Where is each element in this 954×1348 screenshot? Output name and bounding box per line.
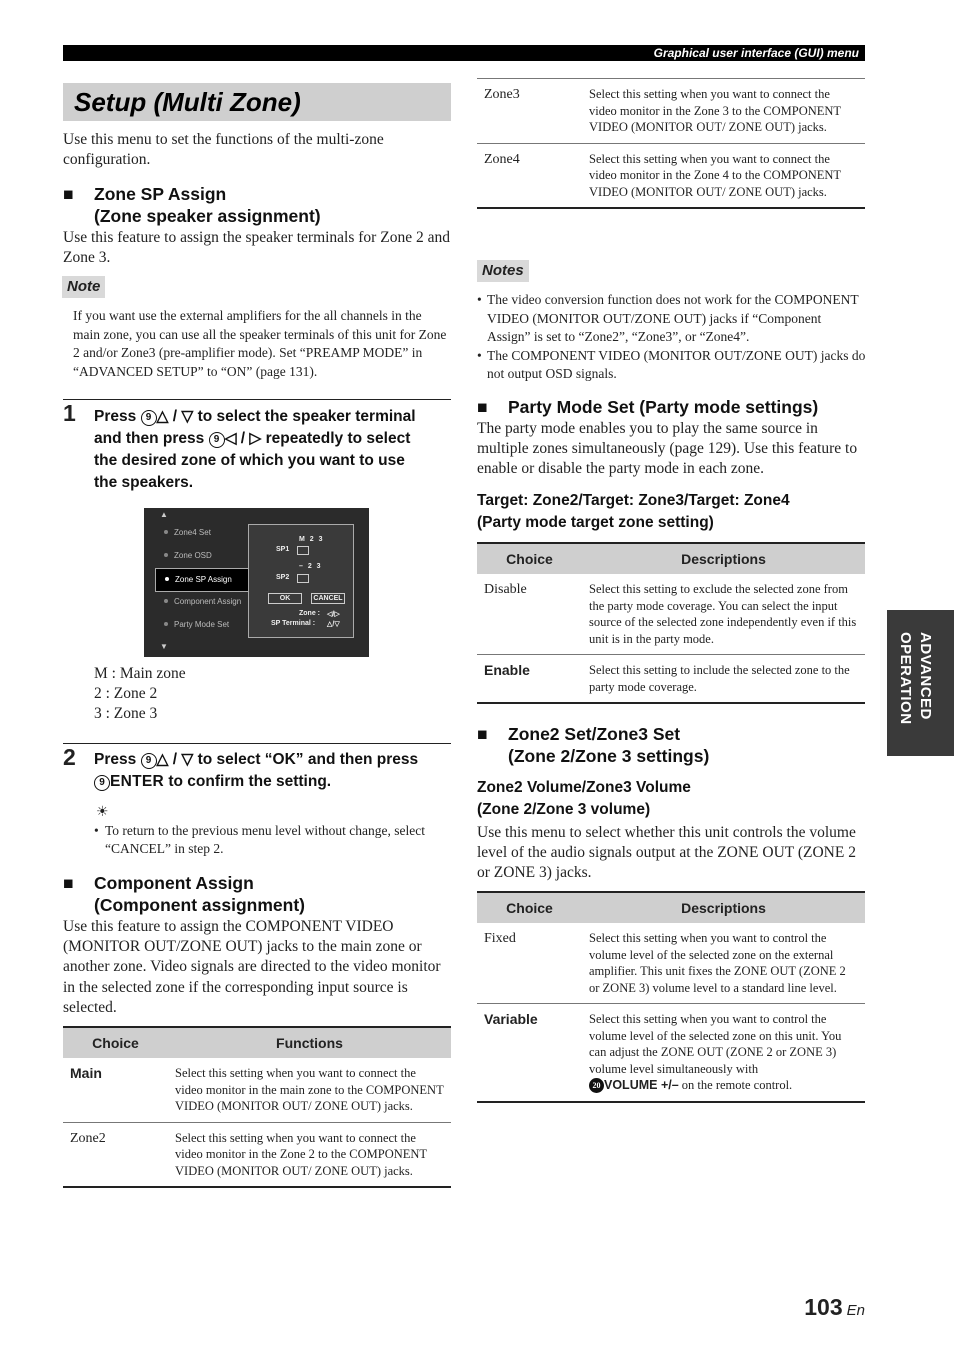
zone-sp-text: Use this feature to assign the speaker terminals for Zone 2 and Zone 3. — [63, 229, 450, 267]
desc-zone4: Select this setting when you want to connect the video monitor in the Zone 4 to the COMPONENT VIDEO (MONITOR OUT/ ZONE OUT) jacks. — [582, 143, 865, 208]
legend-zone2: 2 : Zone 2 — [94, 685, 158, 703]
page-number-value: 103 — [804, 1294, 843, 1320]
button-9-icon: 9 — [141, 753, 157, 769]
step1-rule — [63, 399, 451, 400]
choice-zone2: Zone2 — [63, 1122, 168, 1187]
component-heading: ■ Component Assign (Component assignment) — [63, 872, 451, 916]
side-tab-line2: OPERATION — [897, 632, 914, 725]
notes-list — [477, 291, 867, 384]
table-row — [477, 923, 865, 1004]
component-heading-2: (Component assignment) — [94, 895, 305, 915]
party-sub-1: Target: Zone2/Target: Zone3/Target: Zone4 — [477, 492, 790, 509]
table-row — [477, 1004, 865, 1102]
desc-main: Select this setting when you want to connect the video monitor in the main zone to the COMPONENT VIDEO (MONITOR OUT/ ZONE OUT) jacks. — [168, 1058, 451, 1122]
choice-variable: Variable — [477, 1004, 582, 1102]
step1-l4: the speakers. — [94, 474, 194, 491]
choice-zone3: Zone3 — [477, 79, 582, 144]
button-9-icon: 9 — [141, 410, 157, 426]
button-9-icon: 9 — [209, 432, 225, 448]
gui-menu-party-mode-set: Party Mode Set — [155, 614, 259, 636]
gui-panel — [248, 524, 354, 638]
gui-menu-zone-osd: Zone OSD — [155, 545, 259, 567]
party-heading: ■ Party Mode Set (Party mode settings) — [477, 396, 865, 418]
gui-zone-label: Zone : — [299, 610, 320, 617]
choice-enable: Enable — [477, 655, 582, 704]
party-text: The party mode enables you to play the same source in multiple zones simultaneously (page 129). Use this feature to enable or disable the party mode in each zone. — [477, 420, 858, 478]
desc-fixed: Select this setting when you want to control the volume level of the selected zone on the external amplifier. This unit fixes the ZONE OUT (ZONE 2 or ZONE 3) volume level to a standard line level. — [582, 923, 865, 1004]
button-20-icon: 20 — [589, 1078, 604, 1093]
step1-l1a: Press — [94, 408, 137, 425]
step1-text — [94, 406, 454, 494]
step1-l1b: △ / ▽ to select the speaker terminal — [156, 408, 416, 425]
choice-disable: Disable — [477, 574, 582, 655]
desc-disable: Select this setting to exclude the selected zone from the party mode coverage. You can select the input source of the selected zone independently even if this unit is in the party mode. — [582, 574, 865, 655]
page-lang: En — [846, 1302, 865, 1319]
zone2set-sub-2: (Zone 2/Zone 3 volume) — [477, 801, 651, 818]
volume-col-choice: Choice — [477, 892, 582, 923]
enter-key: ENTER — [110, 773, 165, 790]
table-row — [477, 655, 865, 704]
gui-sp1-box — [297, 546, 309, 555]
step2-l1b: △ / ▽ to select “OK” and then press — [156, 751, 419, 768]
zone2set-text: Use this menu to select whether this unit controls the volume level of the audio signals output at the ZONE OUT (ZONE 2 or ZONE 3) jacks. — [477, 824, 856, 882]
tip-icon: ☀ — [96, 805, 109, 820]
side-tab-line1: ADVANCED — [917, 632, 934, 720]
desc-enable: Select this setting to include the selected zone to the party mode coverage. — [582, 655, 865, 704]
component-heading-1: Component Assign — [94, 873, 254, 893]
gui-menu-zone4-set: Zone4 Set — [155, 522, 259, 544]
step1-l2a: and then press — [94, 430, 205, 447]
gui-screen — [144, 508, 369, 657]
step1-l3: the desired zone of which you want to use — [94, 452, 405, 469]
component-col-functions: Functions — [168, 1027, 451, 1058]
zone-sp-heading-2: (Zone speaker assignment) — [94, 206, 321, 226]
zone-sp-heading: ■ Zone SP Assign (Zone speaker assignment) — [63, 183, 451, 227]
scroll-down-icon: ▼ — [160, 642, 168, 651]
step2-text — [94, 749, 454, 793]
table-row — [63, 1058, 451, 1122]
volume-key: VOLUME +/– — [604, 1078, 679, 1092]
header-section: Graphical user interface (GUI) menu — [653, 46, 859, 60]
table-row — [63, 1122, 451, 1187]
component-table — [63, 1026, 451, 1188]
zone-sp-heading-1: Zone SP Assign — [94, 184, 227, 204]
zone2set-heading: ■ Zone2 Set/Zone3 Set (Zone 2/Zone 3 settings) — [477, 723, 865, 767]
gui-sp1-header: M 2 3 — [299, 536, 323, 543]
note-label — [62, 276, 105, 298]
step2-l1a: Press — [94, 751, 137, 768]
party-sub-2: (Party mode target zone setting) — [477, 514, 714, 531]
component-table-continued — [477, 78, 865, 209]
note-label-text: Note — [62, 276, 105, 298]
notes-label-text: Notes — [477, 260, 529, 282]
page-number — [780, 1294, 865, 1321]
party-heading-text: Party Mode Set (Party mode settings) — [508, 397, 819, 417]
zone-volume-table — [477, 891, 865, 1103]
step1-l2b: ◁ / ▷ repeatedly to select — [224, 430, 411, 447]
party-table — [477, 542, 865, 704]
tip-text: To return to the previous menu level without change, select “CANCEL” in step 2. — [105, 823, 425, 856]
gui-sp2-label: SP2 — [276, 574, 290, 581]
gui-sp2-box — [297, 574, 309, 583]
button-9-icon: 9 — [94, 775, 110, 791]
zone2set-sub-1: Zone2 Volume/Zone3 Volume — [477, 779, 691, 796]
desc-zone2: Select this setting when you want to connect the video monitor in the Zone 2 to the COMPONENT VIDEO (MONITOR OUT/ ZONE OUT) jacks. — [168, 1122, 451, 1187]
choice-fixed: Fixed — [477, 923, 582, 1004]
zone2set-heading-1: Zone2 Set/Zone3 Set — [508, 724, 681, 744]
gui-cancel-button: CANCEL — [311, 593, 345, 604]
volume-col-descriptions: Descriptions — [582, 892, 865, 923]
table-row — [477, 143, 865, 208]
desc-variable-cell — [582, 1004, 865, 1102]
title-box — [63, 83, 451, 121]
legend-zone3: 3 : Zone 3 — [94, 705, 158, 723]
notes-label — [477, 260, 529, 282]
legend — [94, 664, 186, 725]
desc-variable-tail: on the remote control. — [681, 1078, 793, 1092]
tip: • To return to the previous menu level without change, select “CANCEL” in step 2. — [94, 823, 425, 856]
choice-main: Main — [63, 1058, 168, 1122]
gui-menu-component-assign: Component Assign — [155, 591, 259, 613]
choice-zone4: Zone4 — [477, 143, 582, 208]
table-row — [477, 574, 865, 655]
desc-zone3: Select this setting when you want to connect the video monitor in the Zone 3 to the COMPONENT VIDEO (MONITOR OUT/ ZONE OUT) jacks. — [582, 79, 865, 144]
party-col-descriptions: Descriptions — [582, 543, 865, 574]
table-row — [477, 79, 865, 144]
step2-rule — [63, 743, 451, 744]
note-text: If you want use the external amplifiers for the all channels in the main zone, you can use all the speaker terminals of this unit for Zone 2 and/or Zone3 (pre-amplifier mode). Set “PREAMP MODE” in “ADVANCED SETUP” to “ON” (page 131). — [73, 308, 447, 379]
component-text: Use this feature to assign the COMPONENT VIDEO (MONITOR OUT/ZONE OUT) jacks to the main zone or another zone. Video signals are directed to the video monitor in the selected zone if the corresponding input source is selected. — [63, 918, 441, 1016]
side-tab — [887, 610, 954, 756]
gui-zone-arrows-icon: ◁/▷ — [327, 611, 340, 618]
gui-menu-zone-sp-assign: Zone SP Assign — [155, 568, 257, 592]
step1-number: 1 — [63, 400, 76, 426]
scroll-up-icon: ▲ — [160, 510, 168, 519]
party-subheading — [477, 490, 867, 534]
gui-terminal-label: SP Terminal : — [271, 620, 316, 627]
header-bar — [63, 45, 865, 61]
list-item: • The COMPONENT VIDEO (MONITOR OUT/ZONE OUT) jacks do not output OSD signals. — [477, 347, 866, 381]
legend-main: M : Main zone — [94, 665, 186, 682]
step2-number: 2 — [63, 744, 76, 770]
component-col-choice: Choice — [63, 1027, 168, 1058]
step2-l2b: to confirm the setting. — [168, 773, 332, 790]
party-col-choice: Choice — [477, 543, 582, 574]
gui-sp2-header: – 2 3 — [299, 563, 321, 570]
page-title: Setup (Multi Zone) — [74, 87, 301, 117]
desc-variable: Select this setting when you want to control the volume level of the selected zone on this unit. You can adjust the ZONE OUT (ZONE 2 or ZONE 3) volume level simultaneously with — [589, 1012, 842, 1076]
zone2set-heading-2: (Zone 2/Zone 3 settings) — [508, 746, 710, 766]
gui-ok-button: OK — [268, 593, 302, 604]
intro-text: Use this menu to set the functions of the multi-zone configuration. — [63, 131, 384, 169]
gui-sp1-label: SP1 — [276, 546, 290, 553]
gui-terminal-arrows-icon: △/▽ — [327, 621, 340, 628]
list-item: • The video conversion function does not work for the COMPONENT VIDEO (MONITOR OUT/ZONE OUT) jacks if “Component Assign” is set to “Zone2”, “Zone3”, or “Zone4”. — [477, 292, 859, 344]
zone2set-subheading — [477, 777, 867, 821]
